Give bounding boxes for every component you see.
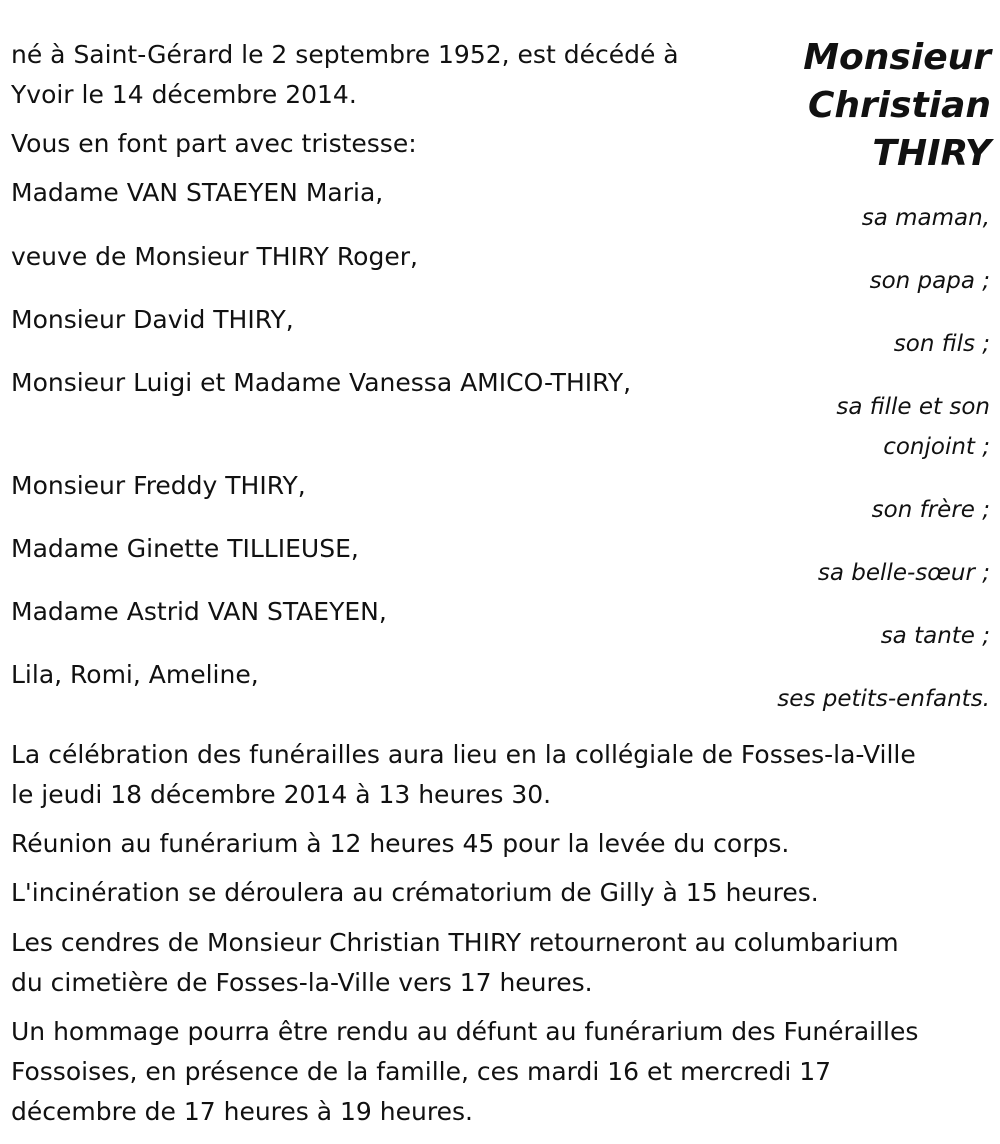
incineration-paragraph — [11, 873, 991, 913]
tribute-line: décembre de 17 heures à 19 heures. — [11, 1097, 473, 1126]
tribute-line: Fossoises, en présence de la famille, ces mardi 16 et mercredi 17 — [11, 1057, 832, 1086]
celebration-paragraph — [11, 735, 991, 815]
announce-text: Vous en font part avec tristesse: — [11, 129, 417, 158]
family-relation: conjoint ; — [883, 434, 990, 460]
family-name: Monsieur Luigi et Madame Vanessa AMICO-THIRY, — [11, 368, 632, 397]
family-relation: sa tante ; — [880, 623, 990, 649]
reunion-paragraph — [11, 824, 991, 864]
deceased-title: Monsieur — [803, 37, 991, 78]
ashes-line: Les cendres de Monsieur Christian THIRY retourneront au columbarium — [11, 928, 899, 957]
family-name: Madame VAN STAEYEN Maria, — [11, 178, 384, 207]
celebration-line: La célébration des funérailles aura lieu en la collégiale de Fosses-la-Ville — [11, 740, 916, 769]
ashes-line: du cimetière de Fosses-la-Ville vers 17 heures. — [11, 968, 593, 997]
intro-line-1: né à Saint-Gérard le 2 septembre 1952, est décédé à — [11, 40, 679, 69]
family-name: Monsieur David THIRY, — [11, 305, 294, 334]
deceased-last-name: THIRY — [872, 133, 991, 174]
reunion-line: Réunion au funérarium à 12 heures 45 pour la levée du corps. — [11, 829, 790, 858]
family-name: veuve de Monsieur THIRY Roger, — [11, 242, 418, 271]
deceased-name — [803, 34, 991, 178]
tribute-paragraph — [11, 1012, 991, 1132]
family-relation: ses petits-enfants. — [777, 686, 990, 712]
family-relation: son papa ; — [869, 268, 990, 294]
family-name: Madame Ginette TILLIEUSE, — [11, 534, 359, 563]
tribute-line: Un hommage pourra être rendu au défunt au funérarium des Funérailles — [11, 1017, 919, 1046]
incineration-line: L'incinération se déroulera au crématorium de Gilly à 15 heures. — [11, 878, 819, 907]
family-name: Madame Astrid VAN STAEYEN, — [11, 597, 387, 626]
family-relation: son fils ; — [893, 331, 990, 357]
ashes-paragraph — [11, 923, 991, 1003]
deceased-first-name: Christian — [807, 85, 991, 126]
family-name: Lila, Romi, Ameline, — [11, 660, 259, 689]
celebration-line: le jeudi 18 décembre 2014 à 13 heures 30. — [11, 780, 552, 809]
family-name: Monsieur Freddy THIRY, — [11, 471, 306, 500]
family-relation: sa belle-sœur ; — [817, 560, 990, 586]
family-relation: sa maman, — [861, 205, 990, 231]
family-relation: sa fille et son — [836, 394, 990, 420]
intro-line-2: Yvoir le 14 décembre 2014. — [11, 80, 357, 109]
family-relation: son frère ; — [871, 497, 990, 523]
